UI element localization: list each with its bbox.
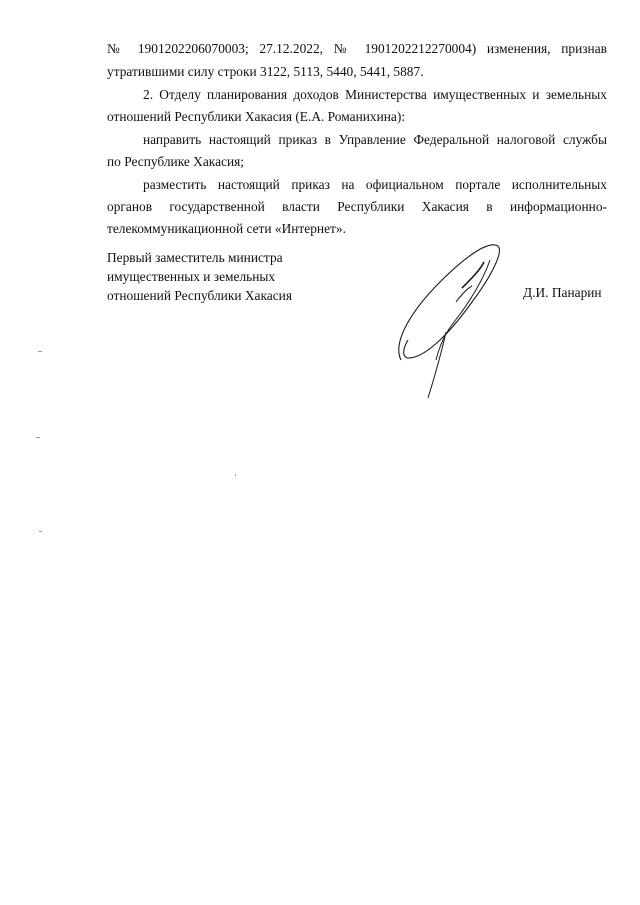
paragraph3-line2: по Республике Хакасия; (107, 154, 245, 169)
scan-speck (38, 351, 42, 352)
paragraph2-line1: 2. Отделу планирования доходов Министерства имущественных и земельных (143, 87, 607, 102)
scan-speck (39, 531, 42, 532)
paragraph4-line3: телекоммуникационной сети «Интернет». (107, 221, 346, 236)
signatory-title (107, 248, 292, 305)
scan-speck (235, 474, 236, 476)
scan-speck (36, 437, 40, 438)
paragraph2-line2: отношений Республики Хакасия (Е.А. Романихина): (107, 109, 406, 124)
paragraph1-line1: № 1901202206070003; 27.12.2022, № 1901202212270004) изменения, признав (107, 41, 607, 56)
signatory-title-line3: отношений Республики Хакасия (107, 288, 292, 303)
paragraph3-line1: направить настоящий приказ в Управление Федеральной налоговой службы (143, 132, 607, 147)
signatory-title-line2: имущественных и земельных (107, 269, 276, 284)
paragraph1-line2: утратившими силу строки 3122, 5113, 5440, 5441, 5887. (107, 64, 424, 79)
signatory-name: Д.И. Панарин (523, 285, 602, 300)
signatory-title-line1: Первый заместитель министра (107, 250, 283, 265)
paragraph4-line1: разместить настоящий приказ на официальном портале исполнительных (143, 177, 607, 192)
handwritten-signature-icon (380, 232, 520, 402)
paragraph4-line2: органов государственной власти Республики Хакасия в информационно- (107, 199, 607, 214)
